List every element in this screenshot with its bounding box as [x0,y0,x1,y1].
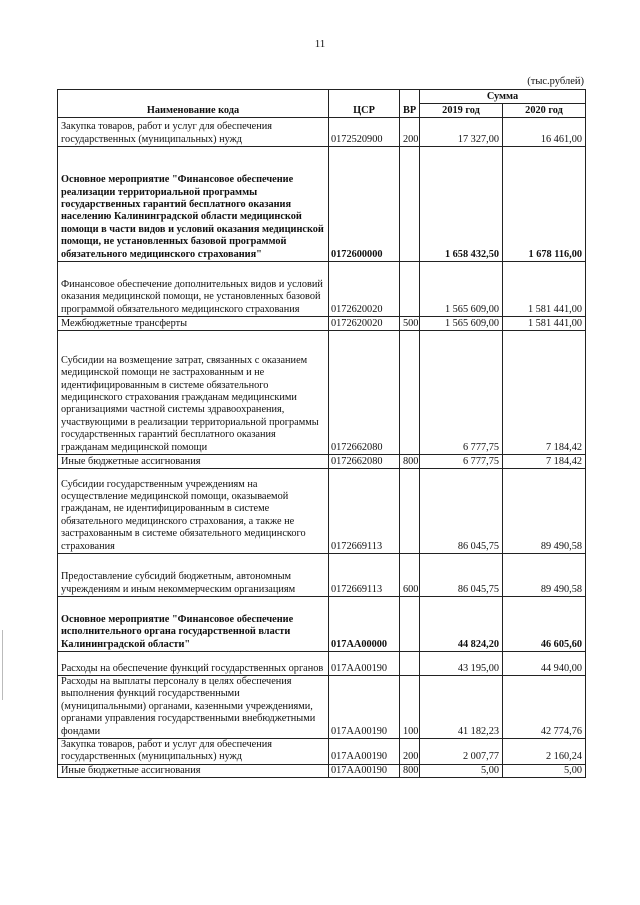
header-name: Наименование кода [58,90,329,118]
row-vr: 100 [400,676,420,739]
row-value-2020: 1 678 116,00 [503,147,586,262]
row-csr: 017АА00190 [329,676,400,739]
row-value-2020: 44 940,00 [503,652,586,676]
table-row [58,469,586,554]
row-value-2020: 1 581 441,00 [503,262,586,317]
row-csr: 0172662080 [329,455,400,469]
row-value-2020: 16 461,00 [503,118,586,147]
row-name: Закупка товаров, работ и услуг для обеспечения государственных (муниципальных) нужд [58,118,329,147]
row-value-2019: 1 565 609,00 [420,262,503,317]
table-row [58,317,586,331]
row-value-2020: 89 490,58 [503,554,586,597]
row-vr: 600 [400,554,420,597]
header-vr: ВР [400,90,420,118]
row-csr: 0172620020 [329,262,400,317]
table-row [58,455,586,469]
row-vr: 200 [400,118,420,147]
header-2019: 2019 год [420,104,503,118]
row-value-2019: 17 327,00 [420,118,503,147]
row-value-2020: 7 184,42 [503,331,586,455]
row-name: Межбюджетные трансферты [58,317,329,331]
table-row [58,118,586,147]
header-sum: Сумма [420,90,586,104]
table-row [58,739,586,765]
row-csr: 0172669113 [329,469,400,554]
row-value-2019: 5,00 [420,764,503,777]
margin-mark [2,630,3,700]
row-csr: 0172520900 [329,118,400,147]
row-name: Финансовое обеспечение дополнительных видов и условий оказания медицинской помощи, не установленных базовой программой обязательного медицинского страхования [58,262,329,317]
row-value-2019: 6 777,75 [420,331,503,455]
row-name: Расходы на обеспечение функций государственных органов [58,652,329,676]
row-name: Субсидии государственным учреждениям на осуществление медицинской помощи, оказываемой гражданам, не идентифицированным в системе обязательного медицинского страхования, а также не застрахованным в системе обязательного медицинского страхования [58,469,329,554]
table-row [58,147,586,262]
row-vr: 800 [400,455,420,469]
row-name: Закупка товаров, работ и услуг для обеспечения государственных (муниципальных) нужд [58,739,329,765]
row-value-2020: 5,00 [503,764,586,777]
row-value-2020: 42 774,76 [503,676,586,739]
row-csr: 0172600000 [329,147,400,262]
row-value-2020: 46 605,60 [503,597,586,652]
row-vr [400,652,420,676]
table-row [58,554,586,597]
row-value-2020: 7 184,42 [503,455,586,469]
row-name: Предоставление субсидий бюджетным, автономным учреждениям и иным некоммерческим организациям [58,554,329,597]
row-value-2019: 6 777,75 [420,455,503,469]
table-row [58,262,586,317]
row-name: Иные бюджетные ассигнования [58,764,329,777]
row-value-2019: 1 658 432,50 [420,147,503,262]
row-name: Расходы на выплаты персоналу в целях обеспечения выполнения функций государственными (муниципальными) органами, казенными учреждениями, органами управления государственными внебюджетными фондами [58,676,329,739]
row-vr: 800 [400,764,420,777]
row-vr: 200 [400,739,420,765]
header-csr: ЦСР [329,90,400,118]
row-value-2019: 41 182,23 [420,676,503,739]
table-row [58,652,586,676]
budget-table [57,89,586,778]
row-value-2019: 86 045,75 [420,469,503,554]
header-2020: 2020 год [503,104,586,118]
row-value-2019: 2 007,77 [420,739,503,765]
units-label: (тыс.рублей) [527,76,584,87]
row-csr: 0172620020 [329,317,400,331]
page-number: 11 [314,38,326,50]
row-vr: 500 [400,317,420,331]
row-vr [400,469,420,554]
row-csr: 017АА00190 [329,652,400,676]
row-vr [400,262,420,317]
table-row [58,764,586,777]
row-vr [400,147,420,262]
row-value-2019: 44 824,20 [420,597,503,652]
row-name: Основное мероприятие "Финансовое обеспечение исполнительного органа государственной власти Калининградской области" [58,597,329,652]
row-value-2020: 89 490,58 [503,469,586,554]
row-value-2019: 43 195,00 [420,652,503,676]
row-name: Субсидии на возмещение затрат, связанных с оказанием медицинской помощи не застрахованным и не идентифицированным в системе обязательного медицинского страхования гражданам медицинскими организациями частной системы здравоохранения, участвующими в реализации территориальной программы государственных гарантий бесплатного оказания гражданам медицинской помощи [58,331,329,455]
row-csr: 0172669113 [329,554,400,597]
row-csr: 017АА00000 [329,597,400,652]
row-csr: 0172662080 [329,331,400,455]
row-value-2020: 1 581 441,00 [503,317,586,331]
row-value-2019: 86 045,75 [420,554,503,597]
row-vr [400,331,420,455]
row-csr: 017АА00190 [329,739,400,765]
row-name: Основное мероприятие "Финансовое обеспечение реализации территориальной программы государственных гарантий бесплатного оказания населению Калининградской области медицинской помощи в части видов и условий оказания медицинской помощи, не установленных базовой программой обязательного медицинского страхования" [58,147,329,262]
row-vr [400,597,420,652]
table-row [58,676,586,739]
row-csr: 017АА00190 [329,764,400,777]
row-value-2019: 1 565 609,00 [420,317,503,331]
table-row [58,331,586,455]
row-name: Иные бюджетные ассигнования [58,455,329,469]
row-value-2020: 2 160,24 [503,739,586,765]
table-row [58,597,586,652]
